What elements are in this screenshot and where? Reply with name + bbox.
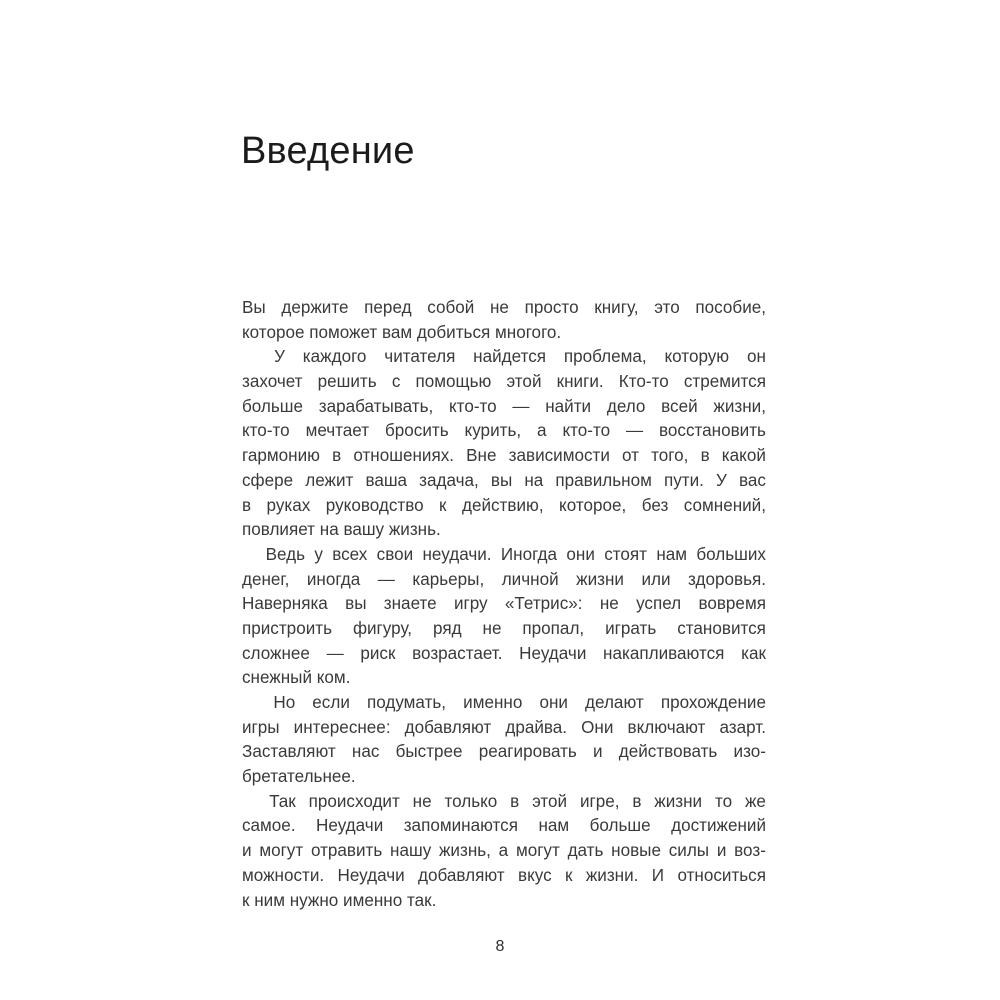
word: всей xyxy=(661,396,698,416)
word: в xyxy=(632,791,642,811)
word: и xyxy=(593,742,603,762)
word: Вне xyxy=(466,446,497,466)
word: а xyxy=(498,841,509,861)
word: становится xyxy=(677,618,766,638)
word: дело xyxy=(606,396,646,416)
word: можности. xyxy=(242,865,325,885)
word: знаете xyxy=(383,594,437,614)
word: азарт. xyxy=(719,717,766,737)
text-line xyxy=(242,494,766,519)
text-line xyxy=(242,814,766,839)
text-line xyxy=(242,839,766,864)
paragraph xyxy=(242,691,766,790)
word: иногда xyxy=(306,569,361,589)
text-line: которое поможет вам добиться многого. xyxy=(242,322,562,342)
page-number: 8 xyxy=(495,938,505,955)
word: денег, xyxy=(242,569,290,589)
text-line xyxy=(242,568,766,593)
word: мечтает xyxy=(305,421,370,441)
text-line xyxy=(242,469,766,494)
word: ряд xyxy=(433,618,462,638)
word: Но xyxy=(273,693,296,712)
text-line: к ним нужно именно так. xyxy=(242,890,437,910)
text-line xyxy=(242,296,766,321)
word: отношениях. xyxy=(353,446,454,466)
word: самое. xyxy=(242,816,296,836)
word: не xyxy=(489,298,509,317)
word: с xyxy=(391,372,401,392)
word: зависимости xyxy=(508,446,610,466)
word: собой xyxy=(427,298,475,317)
word: руках xyxy=(266,495,311,515)
first-line-indent xyxy=(242,790,256,815)
word: запоминаются xyxy=(403,816,518,836)
word: быстрее xyxy=(395,742,463,762)
word: это xyxy=(654,298,680,317)
word: риск xyxy=(360,643,396,663)
word: нам xyxy=(656,544,688,564)
word: игру xyxy=(453,594,488,614)
word: к xyxy=(439,495,447,515)
text-line: бретательнее. xyxy=(242,767,356,787)
word: У xyxy=(274,347,285,367)
word: помощью xyxy=(415,372,492,392)
word: которую xyxy=(664,347,730,367)
word: — xyxy=(326,643,344,663)
word: фигуру, xyxy=(352,618,413,638)
word: Наверняка xyxy=(242,594,328,614)
word: какой xyxy=(721,446,766,466)
word: больше xyxy=(242,396,304,416)
text-line xyxy=(242,345,766,370)
word: здоровья. xyxy=(688,569,766,589)
first-line-indent xyxy=(242,691,256,716)
word: всех xyxy=(332,544,368,564)
word: не xyxy=(412,791,432,811)
word: правильном xyxy=(555,470,652,490)
word: именно xyxy=(463,693,523,712)
word: если xyxy=(312,693,350,712)
word: Вы xyxy=(242,298,266,317)
word: держите xyxy=(281,298,349,317)
text-line: повлияет на вашу жизнь. xyxy=(242,520,441,540)
word: пособие, xyxy=(695,298,766,317)
word: сложнее xyxy=(242,643,310,663)
word: У xyxy=(716,470,727,490)
word: как xyxy=(741,643,766,663)
text-line xyxy=(242,864,766,889)
text-line xyxy=(242,419,766,444)
word: проблема, xyxy=(563,347,647,367)
word: Заставляют xyxy=(242,742,336,762)
word: Неудачи xyxy=(337,865,405,885)
word: этой xyxy=(532,791,568,811)
word: добавляют xyxy=(418,865,505,885)
word: драйва. xyxy=(505,717,568,737)
word: достижений xyxy=(671,816,766,836)
paragraph xyxy=(242,296,766,345)
word: возрастает. xyxy=(412,643,503,663)
word: задача, xyxy=(419,470,479,490)
word: больше xyxy=(589,816,651,836)
word: ваша xyxy=(365,470,408,490)
word: найти xyxy=(545,396,592,416)
word: свои xyxy=(376,544,414,564)
word: не xyxy=(599,594,619,614)
word: новые xyxy=(611,841,661,861)
word: пристроить xyxy=(242,618,332,638)
word: действию, xyxy=(461,495,544,515)
word: жизнь, xyxy=(439,841,491,861)
text-line xyxy=(242,370,766,395)
word: неудачи. xyxy=(422,544,492,564)
word: воз- xyxy=(734,841,766,861)
text-line: снежный ком. xyxy=(242,668,351,688)
word: Неудачи xyxy=(316,816,384,836)
word: нашу xyxy=(390,841,432,861)
first-line-indent xyxy=(242,543,256,568)
word: происходит xyxy=(308,791,400,811)
word: книги. xyxy=(556,372,604,392)
word: жизни, xyxy=(713,396,766,416)
word: дать xyxy=(567,841,604,861)
word: карьеры, xyxy=(412,569,485,589)
paragraph xyxy=(242,345,766,543)
word: в xyxy=(700,446,710,466)
word: стремится xyxy=(683,372,766,392)
word: реагировать xyxy=(478,742,577,762)
word: у xyxy=(314,544,323,564)
word: вкус xyxy=(518,865,552,885)
word: найдется xyxy=(473,347,547,367)
word: к xyxy=(565,865,573,885)
word: успел xyxy=(636,594,682,614)
word: действовать xyxy=(618,742,718,762)
word: восстановить xyxy=(659,421,766,441)
word: стоят xyxy=(604,544,647,564)
word: делают xyxy=(585,693,644,712)
word: добавляют xyxy=(404,717,492,737)
word: силы xyxy=(668,841,710,861)
word: только xyxy=(444,791,498,811)
word: игре, xyxy=(579,791,620,811)
word: не xyxy=(482,618,502,638)
text-line xyxy=(242,592,766,617)
word: решить xyxy=(317,372,377,392)
word: «Тетрис»: xyxy=(504,594,583,614)
word: то xyxy=(714,791,733,811)
word: в xyxy=(332,446,342,466)
word: нас xyxy=(351,742,380,762)
word: или xyxy=(641,569,671,589)
text-line xyxy=(242,691,766,716)
word: — xyxy=(512,396,530,416)
word: отравить xyxy=(310,841,383,861)
word: и xyxy=(716,841,727,861)
word: относиться xyxy=(677,865,766,885)
word: на xyxy=(524,470,544,490)
word: Так xyxy=(269,791,296,811)
first-line-indent xyxy=(242,345,256,370)
word: играть xyxy=(605,618,657,638)
word: подумать, xyxy=(366,693,447,712)
word: жизни. xyxy=(585,865,639,885)
word: кто-то xyxy=(562,421,611,441)
text-line xyxy=(242,642,766,667)
word: прохождение xyxy=(660,693,766,712)
word: накапливаются xyxy=(603,643,725,663)
word: читателя xyxy=(384,347,456,367)
word: могут xyxy=(515,841,560,861)
text-line xyxy=(242,740,766,765)
word: Неудачи xyxy=(519,643,587,663)
word: кто-то xyxy=(449,396,497,416)
word: Ведь xyxy=(265,544,305,564)
word: — xyxy=(626,421,644,441)
word: нам xyxy=(538,816,570,836)
word: и xyxy=(242,841,252,861)
word: руководство xyxy=(325,495,424,515)
body-text-block xyxy=(242,296,766,913)
word: кто-то xyxy=(242,421,290,441)
word: книгу, xyxy=(594,298,639,317)
paragraph xyxy=(242,790,766,913)
word: в xyxy=(510,791,520,811)
word: без xyxy=(641,495,669,515)
word: того, xyxy=(651,446,689,466)
word: захочет xyxy=(242,372,303,392)
word: Иногда xyxy=(500,544,558,564)
word: вы xyxy=(490,470,513,490)
word: игры xyxy=(242,717,280,737)
word: а xyxy=(537,421,547,441)
word: И xyxy=(651,865,665,885)
word: могут xyxy=(259,841,304,861)
word: бросить xyxy=(384,421,449,441)
text-line xyxy=(242,716,766,741)
paragraph xyxy=(242,543,766,691)
word: перед xyxy=(364,298,412,317)
text-line xyxy=(242,790,766,815)
word: пропал, xyxy=(522,618,585,638)
word: лежит xyxy=(305,470,354,490)
word: пути. xyxy=(663,470,704,490)
word: вовремя xyxy=(698,594,766,614)
word: — xyxy=(377,569,395,589)
word: Кто-то xyxy=(618,372,669,392)
word: которое, xyxy=(559,495,627,515)
word: от xyxy=(622,446,640,466)
word: гармонию xyxy=(242,446,320,466)
word: вы xyxy=(345,594,367,614)
text-line xyxy=(242,543,766,568)
word: сфере xyxy=(242,470,294,490)
text-line xyxy=(242,395,766,420)
word: же xyxy=(744,791,766,811)
word: они xyxy=(539,693,568,712)
word: зарабатывать, xyxy=(318,396,434,416)
text-line xyxy=(242,444,766,469)
word: курить, xyxy=(464,421,522,441)
word: жизни xyxy=(654,791,703,811)
word: он xyxy=(746,347,766,367)
word: сомнений, xyxy=(683,495,766,515)
word: интереснее: xyxy=(293,717,391,737)
word: они xyxy=(566,544,595,564)
word: изо- xyxy=(733,742,766,762)
word: просто xyxy=(524,298,579,317)
word: включают xyxy=(627,717,706,737)
page-title: Введение xyxy=(241,130,415,173)
word: этой xyxy=(506,372,542,392)
word: больших xyxy=(696,544,766,564)
word: личной xyxy=(501,569,559,589)
word: Они xyxy=(581,717,614,737)
word: в xyxy=(242,495,252,515)
word: вас xyxy=(738,470,766,490)
word: каждого xyxy=(302,347,367,367)
text-line xyxy=(242,617,766,642)
word: жизни xyxy=(576,569,624,589)
